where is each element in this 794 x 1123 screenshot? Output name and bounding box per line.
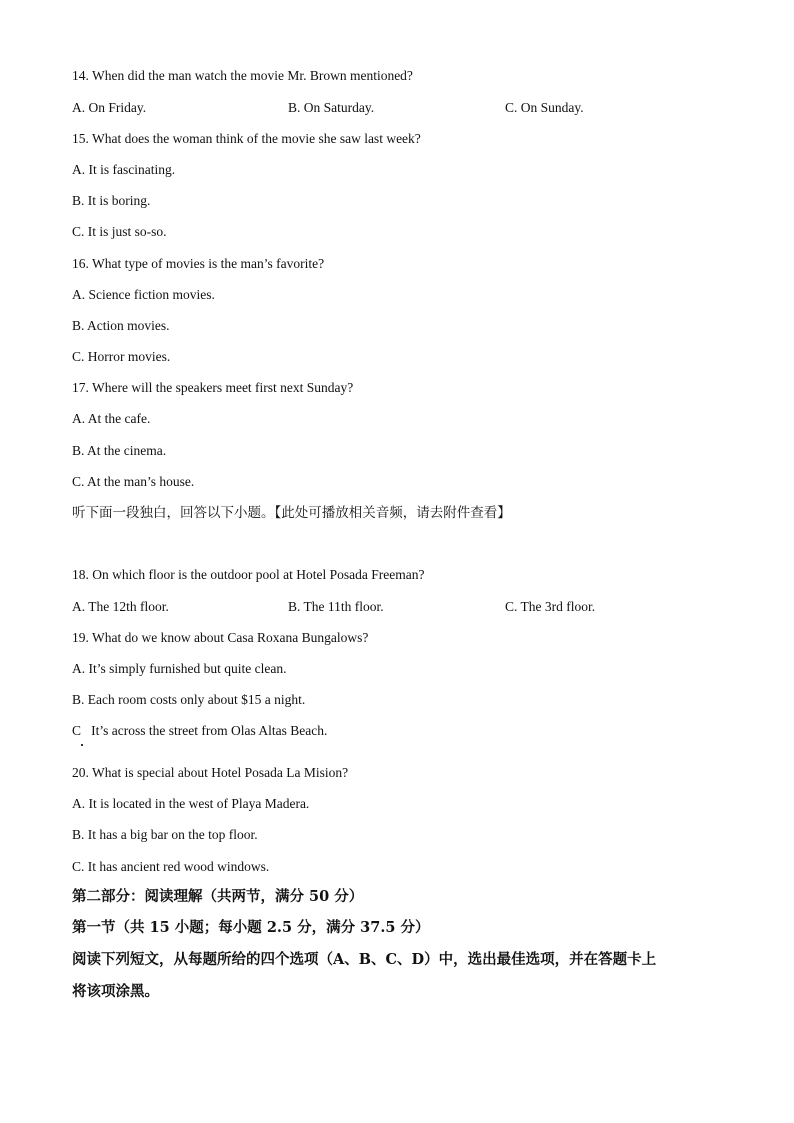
- question-18: 18. On which floor is the outdoor pool at Hotel Posada Freeman?: [72, 567, 425, 582]
- q14-option-c: C. On Sunday.: [505, 100, 584, 115]
- q19-option-c: C It’s across the street from Olas Altas Beach.: [72, 723, 328, 738]
- q15-option-c: C. It is just so-so.: [72, 224, 167, 239]
- listening-instruction: 听下面一段独白，回答以下小题。【此处可播放相关音频，请去附件查看】: [72, 505, 511, 521]
- q18-option-a: A. The 12th floor.: [72, 599, 169, 614]
- q18-option-c: C. The 3rd floor.: [505, 599, 596, 614]
- q15-option-b: B. It is boring.: [72, 193, 151, 208]
- part-title: 第二部分：阅读理解（共两节，满分 50 分）: [72, 888, 364, 905]
- q19-option-a: A. It’s simply furnished but quite clean.: [72, 661, 287, 676]
- q20-option-c: C. It has ancient red wood windows.: [72, 859, 270, 874]
- q14-option-b: B. On Saturday.: [288, 100, 375, 115]
- directions-line-2: 将该项涂黑。: [72, 983, 159, 1000]
- question-20: 20. What is special about Hotel Posada La Mision?: [72, 765, 349, 780]
- q16-option-b: B. Action movies.: [72, 318, 170, 333]
- question-16: 16. What type of movies is the man’s favorite?: [72, 256, 325, 271]
- question-14: 14. When did the man watch the movie Mr. Brown mentioned?: [72, 68, 413, 83]
- stray-dot: [81, 744, 83, 746]
- q16-option-a: A. Science fiction movies.: [72, 287, 215, 302]
- q19-option-b: B. Each room costs only about $15 a night.: [72, 692, 306, 707]
- q20-option-a: A. It is located in the west of Playa Madera.: [72, 796, 310, 811]
- q15-option-a: A. It is fascinating.: [72, 162, 176, 177]
- question-19: 19. What do we know about Casa Roxana Bungalows?: [72, 630, 369, 645]
- question-15: 15. What does the woman think of the movie she saw last week?: [72, 131, 421, 146]
- question-17: 17. Where will the speakers meet first next Sunday?: [72, 380, 354, 395]
- q14-option-a: A. On Friday.: [72, 100, 147, 115]
- q17-option-a: A. At the cafe.: [72, 411, 151, 426]
- directions-line-1: 阅读下列短文，从每题所给的四个选项（A、B、C、D）中，选出最佳选项，并在答题卡上: [72, 951, 657, 968]
- q18-option-b: B. The 11th floor.: [288, 599, 384, 614]
- q17-option-c: C. At the man’s house.: [72, 474, 195, 489]
- q16-option-c: C. Horror movies.: [72, 349, 171, 364]
- q20-option-b: B. It has a big bar on the top floor.: [72, 827, 258, 842]
- subsection-title: 第一节（共 15 小题；每小题 2.5 分，满分 37.5 分）: [72, 919, 430, 936]
- q17-option-b: B. At the cinema.: [72, 443, 167, 458]
